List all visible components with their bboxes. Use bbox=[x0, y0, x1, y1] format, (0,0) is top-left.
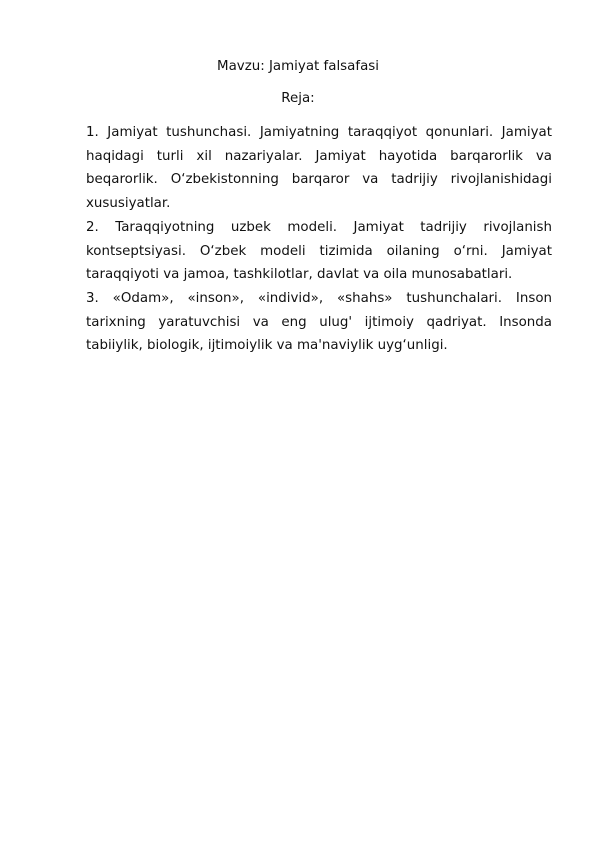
plan-item-2: 2. Taraqqiyotning uzbek modeli. Jamiyat tadrijiy rivojlanish kontseptsiyasi. O‘zbek modeli tizimida oilaning o‘rni. Jamiyat taraqqiyoti va jamoa, tashkilotlar, davlat va oila munosabatlari. bbox=[86, 219, 552, 283]
document-title: Mavzu: Jamiyat falsafasi bbox=[217, 59, 379, 74]
plan-item-3: 3. «Odam», «inson», «individ», «shahs» tushunchalari. Inson tarixning yaratuvchisi va eng ulug' ijtimoiy qadriyat. Insonda tabiiylik, biologik, ijtimoiylik va ma'naviylik uyg‘unligi. bbox=[86, 290, 552, 354]
plan-list bbox=[86, 121, 552, 358]
plan-heading: Reja: bbox=[281, 91, 315, 106]
plan-item-1: 1. Jamiyat tushunchasi. Jamiyatning taraqqiyot qonunlari. Jamiyat haqidagi turli xil nazariyalar. Jamiyat hayotida barqarorlik va beqarorlik. O‘zbekistonning barqaror va tadrijiy rivojlanishidagi xususiyatlar. bbox=[86, 125, 552, 212]
